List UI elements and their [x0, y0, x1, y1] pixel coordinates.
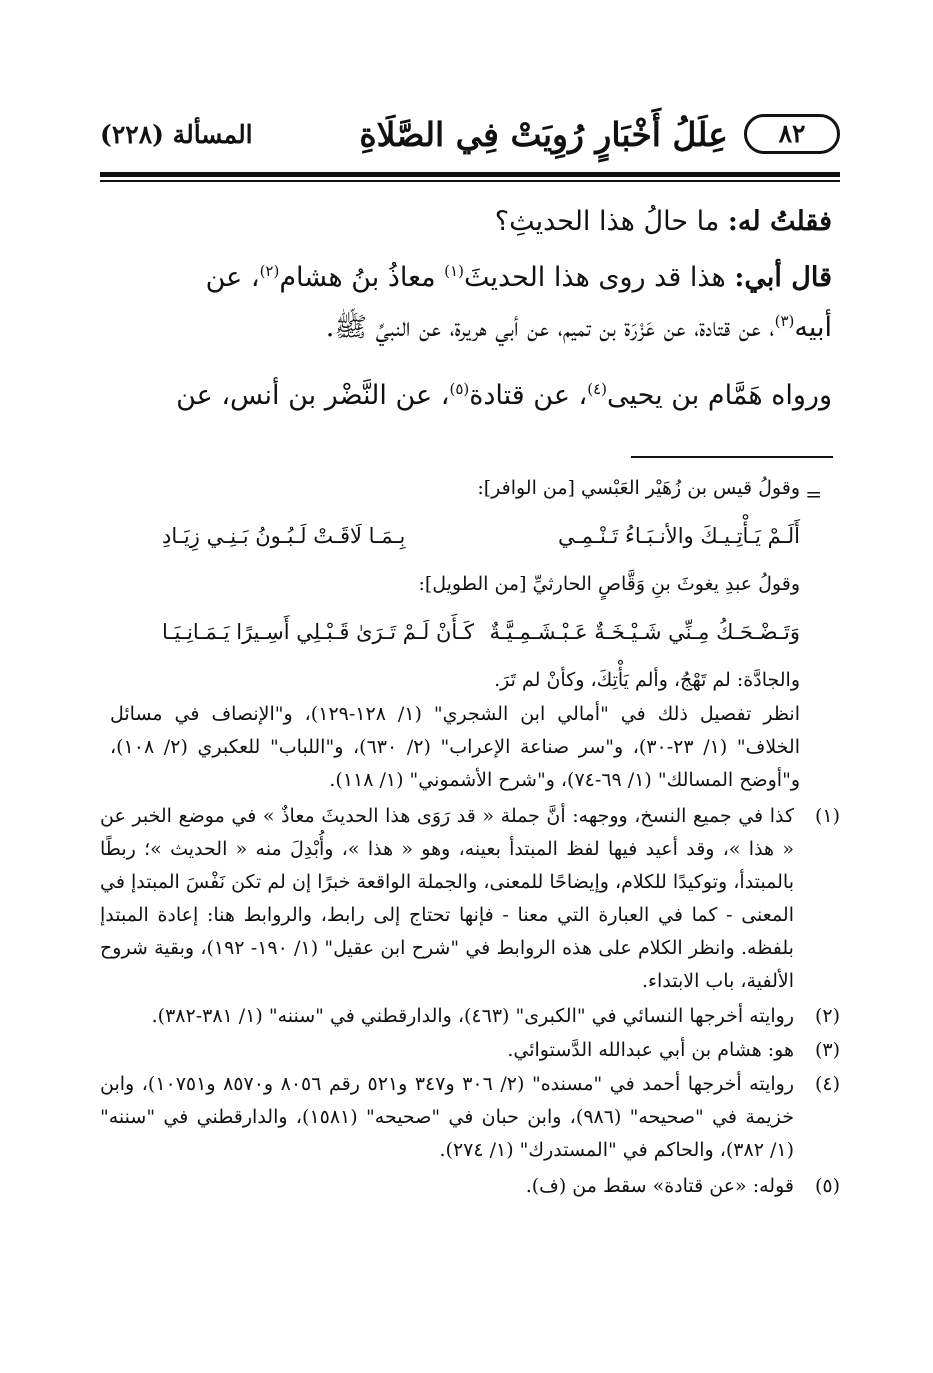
footnote-text: روايته أخرجها النسائي في "الكبرى" (٤٦٣)، والدارقطني في "سننه" (١/ ٣٨١-٣٨٢).	[151, 1005, 794, 1027]
footnote-ref-2[interactable]: (٢)	[259, 262, 280, 280]
verse-hemistich: وَتَـضْـحَـكُ مِـنِّي شَـيْـخَـةٌ عَـبْـشَـمِـيَّـةٌ	[489, 620, 800, 644]
footnote-number: (٢)	[814, 1005, 840, 1027]
narration-text: ورواه هَمَّام بن يحيى	[607, 380, 832, 411]
footnote-text: كذا في جميع النسخ، ووجهه: أنَّ جملة « قد رَوَى هذا الحديثَ معاذٌ » في موضع الخبر عن « هذا »، وقد أعيد فيها لفظ المبتدأ بعينه، وهو « هذا »، وأُبْدِلَ منه « الحديث »؛ ربطًا بالمبتدأ، وتوكيدًا للكلام، وإيضاحًا للمعنى، والجملة الواقعة خبرًا إن لم تكن نَفْسَ المبتدإ في المعنى - كما في العبارة التي معنا - فإنها تحتاج إلى رابط، والروابط هنا: إعادة المبتدإ بلفظه. وانظر الكلام على هذه الروابط في "شرح ابن عقيل" (١/ ١٩٠- ١٩٢)، وبقية شروح الألفية، باب الابتداء.	[100, 805, 794, 992]
book-title: عِلَلُ أَخْبَارٍ رُوِيَتْ فِي الصَّلَاةِ	[359, 115, 728, 154]
header-rule-thick	[100, 172, 840, 177]
paragraph-answer	[108, 256, 832, 356]
narration-text: ، عن قتادة	[469, 380, 588, 411]
footnote-intro-2: وقولُ عبدِ يغوثَ بنِ وَقَّاصٍ الحارثيِّ [من الطويل]:	[418, 573, 800, 595]
footnote-text: قوله: «عن قتادة» سقط من (ف).	[525, 1175, 794, 1197]
narration-text: ، عن النَّضْر بن أنس، عن	[176, 380, 450, 411]
footnote-1	[100, 800, 840, 998]
footnote-ref-5[interactable]: (٥)	[449, 380, 470, 398]
page-header	[100, 112, 840, 174]
answer-text: هذا قد روى هذا الحديثَ	[463, 262, 726, 293]
footnote-number: (١)	[814, 805, 840, 827]
answer-text: ، عن قتادة، عن عَزْرَة بن تميم، عن أبي هريرة، عن النبيِّ ﷺ.	[325, 312, 775, 343]
footnote-separator	[631, 456, 833, 458]
speaker-lead: فقلتُ له:	[727, 206, 832, 237]
footnote-line: انظر تفصيل ذلك في "أمالي ابن الشجري" (١/ ١٢٨-١٢٩)، و"الإنصاف في مسائل الخلاف" (١/ ٢٣-٣٠)، و"سر صناعة الإعراب" (٢/ ٦٣٠)، و"اللباب" للعكبري (٢/ ١٠٨)، و"أوضح المسالك" (١/ ٦٩-٧٤)، و"شرح الأشموني" (١/ ١١٨).	[110, 703, 800, 791]
header-rule-thin	[100, 180, 840, 182]
answer-text: أبيه	[794, 312, 832, 343]
footnote-ref-3[interactable]: (٣)	[774, 312, 795, 330]
question-text: ما حالُ هذا الحديثِ؟	[494, 206, 720, 237]
poem-verse-2	[110, 616, 800, 654]
verse-hemistich: بِـمَـا لَاقَـتْ لَـبُـونُ بَـنِـي زِيَـادِ	[162, 524, 406, 548]
answer-line-1	[108, 256, 832, 306]
page-number: ٨٢	[744, 114, 840, 154]
footnote-5	[100, 1170, 840, 1203]
footnote-number: (٥)	[814, 1175, 840, 1197]
answer-text: معاذُ بنُ هشام	[279, 262, 445, 293]
footnote-text: هو: هشام بن أبي عبدالله الدَّستوائي.	[507, 1039, 794, 1061]
paragraph-question	[108, 200, 832, 244]
answer-text: ، عن	[205, 262, 260, 293]
issue-number: المسألة (٢٢٨)	[100, 120, 253, 149]
footnote-3	[100, 1034, 840, 1067]
footnote-ref-1[interactable]: (١)	[444, 262, 464, 280]
answer-line-2	[108, 306, 832, 356]
footnote-number: (٣)	[814, 1039, 840, 1061]
paragraph-narration	[108, 374, 832, 418]
footnote-4	[100, 1068, 840, 1167]
footnote-ref-4[interactable]: (٤)	[587, 380, 608, 398]
footnote-intro-1: وقولُ قيس بن زُهَيْر العَبْسي [من الوافر]:	[477, 477, 800, 499]
speaker-lead: قال أبي:	[734, 262, 832, 293]
verse-hemistich: أَلَـمْ يَـأْتِـيـكَ والأنـبَـاءُ تَـنْـمِـي	[558, 524, 800, 548]
footnote-number: (٤)	[814, 1073, 840, 1095]
footnote-line: والجادَّة: لم تَهْجُ، وألم يَأْتِكَ، وكأنْ لم تَرَ.	[494, 669, 800, 691]
footnote-text: روايته أخرجها أحمد في "مسنده" (٢/ ٣٠٦ و٣٤٧ و٥٢١ رقم ٨٠٥٦ و٨٥٧٠ و١٠٧٥١)، وابن خزيمة في "صحيحه" (٩٨٦)، وابن حبان في "صحيحه" (١٥٨١)، والدارقطني في "سننه" (١/ ٣٨٢)، والحاكم في "المستدرك" (١/ ٢٧٤).	[100, 1073, 795, 1161]
poem-verse-1	[110, 520, 800, 558]
continuation-mark: =	[805, 482, 822, 506]
verse-hemistich: كَـأَنْ لَـمْ تَـرَىٰ قَـبْـلِي أَسِـيرًا يَـمَـانِـيَـا	[162, 620, 474, 644]
footnote-2	[100, 1000, 840, 1033]
